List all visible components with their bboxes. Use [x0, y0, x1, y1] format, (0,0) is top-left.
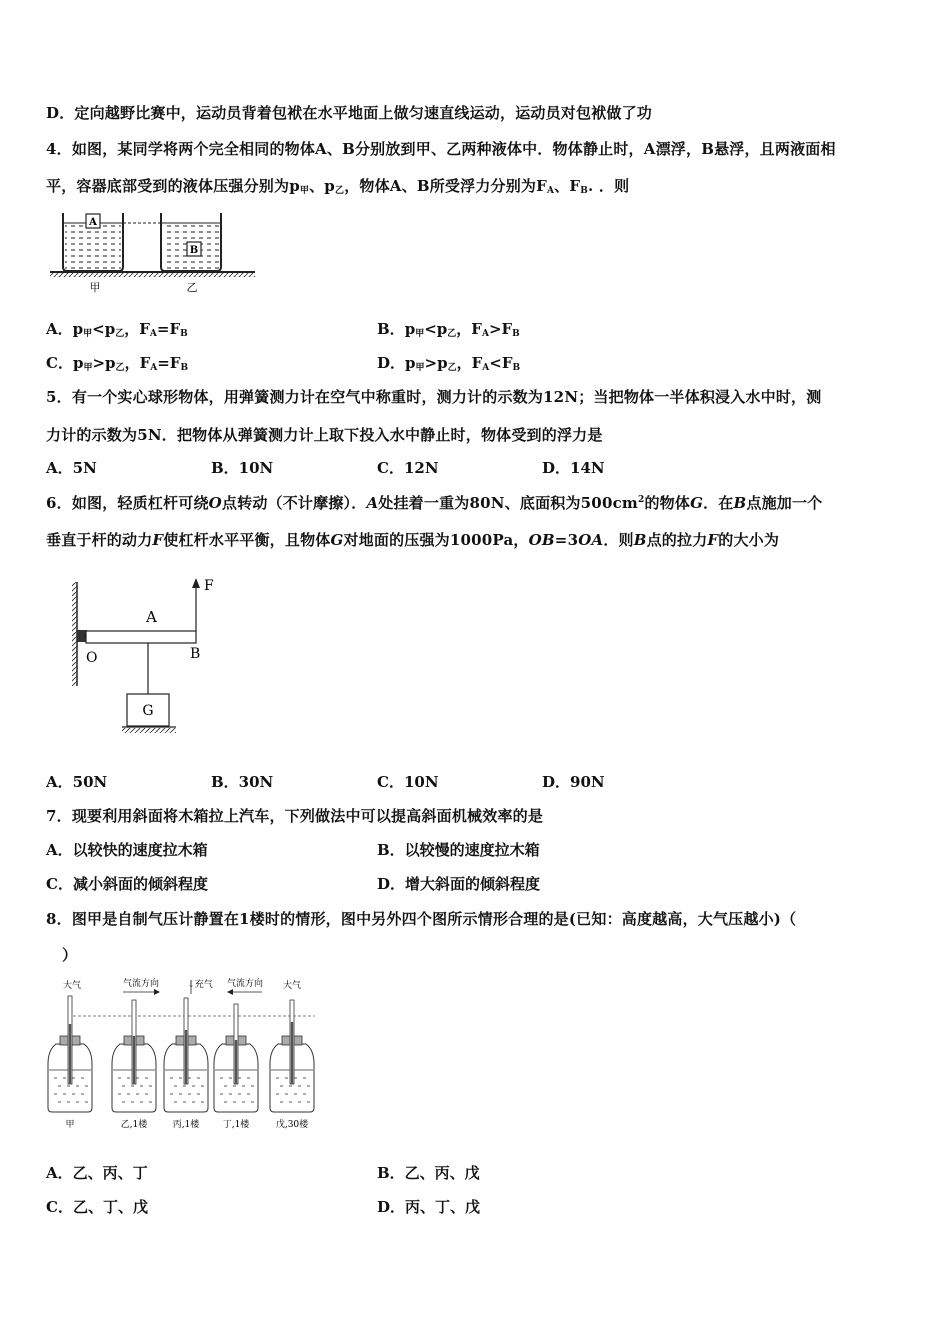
- q6-fig-g-label: G: [142, 703, 154, 719]
- q6-fig-b-label: B: [190, 646, 201, 662]
- q4-box-b-label: B: [189, 245, 199, 256]
- q8-top-label-5: 大气: [282, 981, 302, 991]
- q5-option-a[interactable]: A．5N: [46, 459, 97, 477]
- q4-stem-line2: 平，容器底部受到的液体压强分别为$p_甲$、$p_乙$，物体A、B所受浮力分别为$F_A$、$F_B$. ．则: [46, 177, 630, 196]
- q8-bottom-label-4: 丁,1楼: [222, 1120, 250, 1130]
- barometer-bottle: [270, 1000, 314, 1112]
- q7-option-a[interactable]: A．以较快的速度拉木箱: [46, 841, 208, 859]
- barometer-bottle: [112, 1000, 156, 1112]
- q6-lever-figure: [66, 572, 226, 746]
- q5-option-b[interactable]: B．10N: [211, 459, 274, 477]
- q8-option-d[interactable]: D．丙、丁、戊: [377, 1198, 481, 1216]
- q8-barometer-figure: [40, 972, 330, 1141]
- q8-top-label-2: 气流方向: [122, 979, 160, 989]
- q4-figure: [46, 205, 261, 301]
- q6-stem-line1: 6．如图，轻质杠杆可绕O点转动（不计摩擦）．A处挂着一重为80N、底面积为$500cm^2$的物体G．在B点施加一个: [46, 494, 823, 512]
- q6-option-b[interactable]: B．30N: [211, 773, 274, 791]
- q7-option-b[interactable]: B．以较慢的速度拉木箱: [377, 841, 540, 859]
- q4-label-jia: 甲: [89, 281, 101, 294]
- q5-option-c[interactable]: C．12N: [377, 459, 439, 477]
- barometer-bottle: [48, 996, 92, 1112]
- q4-stem-text-b: ，物体A、B所受浮力分别为: [344, 177, 537, 195]
- q8-stem-line2: ）: [62, 946, 78, 964]
- q6-stem-line2: 垂直于杆的动力F使杠杆水平平衡，且物体G对地面的压强为1000Pa，OB=3OA．则B点的拉力F的大小为: [46, 531, 780, 549]
- q8-bottom-label-1: 甲: [65, 1120, 75, 1130]
- q4-option-b[interactable]: B．$p_甲<p_乙$，$F_A>F_B$: [377, 320, 520, 339]
- q4-label-yi: 乙: [186, 281, 198, 294]
- barometer-bottle: [214, 1004, 258, 1112]
- q6-fig-a-label: A: [146, 608, 157, 626]
- q6-fig-f-label: F: [204, 578, 214, 594]
- q8-option-c[interactable]: C．乙、丁、戊: [46, 1198, 148, 1216]
- q7-option-d[interactable]: D．增大斜面的倾斜程度: [377, 875, 541, 893]
- q8-bottom-label-2: 乙,1楼: [120, 1120, 148, 1130]
- q5-stem-line1: 5．有一个实心球形物体，用弹簧测力计在空气中称重时，测力计的示数为12N；当把物体一半体积浸入水中时，测: [46, 388, 822, 406]
- q4-stem-text-c: ．则: [598, 177, 630, 195]
- q4-box-a-label: A: [89, 217, 97, 228]
- q5-option-d[interactable]: D．14N: [542, 459, 605, 477]
- q8-top-label-3: ↓充气: [187, 980, 213, 990]
- q8-top-label-4: 气流方向: [226, 979, 264, 989]
- q4-stem-line1: 4．如图，某同学将两个完全相同的物体A、B分别放到甲、乙两种液体中．物体静止时，A漂浮，B悬浮，且两液面相: [46, 140, 836, 158]
- q4-option-d[interactable]: D．$p_甲>p_乙$，$F_A<F_B$: [377, 354, 521, 373]
- q7-option-c[interactable]: C．减小斜面的倾斜程度: [46, 875, 208, 893]
- q4-option-c[interactable]: C．$p_甲>p_乙$，$F_A=F_B$: [46, 354, 189, 373]
- q8-top-label-1: 大气: [62, 981, 82, 991]
- q6-option-c[interactable]: C．10N: [377, 773, 439, 791]
- q8-bottom-label-5: 戊,30楼: [275, 1120, 309, 1130]
- q3-option-d: D．定向越野比赛中，运动员背着包袱在水平地面上做匀速直线运动，运动员对包袱做了功: [46, 104, 653, 122]
- q5-stem-line2: 力计的示数为5N．把物体从弹簧测力计上取下投入水中静止时，物体受到的浮力是: [46, 426, 603, 444]
- q6-fig-o-label: O: [86, 650, 98, 666]
- q6-option-d[interactable]: D．90N: [542, 773, 605, 791]
- barometer-bottle: [164, 998, 208, 1112]
- q4-option-a[interactable]: A．$p_甲<p_乙$，$F_A=F_B$: [46, 320, 188, 339]
- q7-stem: 7．现要利用斜面将木箱拉上汽车，下列做法中可以提高斜面机械效率的是: [46, 807, 544, 825]
- q8-bottom-label-3: 丙,1楼: [172, 1120, 200, 1130]
- q6-option-a[interactable]: A．50N: [46, 773, 108, 791]
- q8-stem-line1: 8．图甲是自制气压计静置在1楼时的情形，图中另外四个图所示情形合理的是(已知：高度越高，大气压越小)（: [46, 910, 797, 928]
- q8-option-b[interactable]: B．乙、丙、戊: [377, 1164, 480, 1182]
- q4-stem-text-a: 平，容器底部受到的液体压强分别为: [46, 177, 290, 195]
- q8-option-a[interactable]: A．乙、丙、丁: [46, 1164, 148, 1182]
